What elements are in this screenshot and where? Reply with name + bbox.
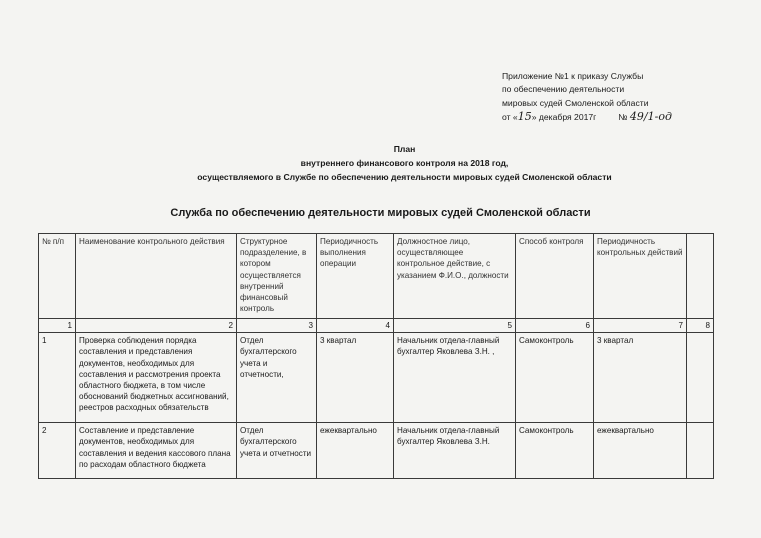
column-number: 2 bbox=[76, 319, 237, 333]
row-frequency: ежеквартально bbox=[317, 423, 394, 479]
header-frequency: Периодичность выполнения операции bbox=[317, 234, 394, 319]
header-action: Наименование контрольного действия bbox=[76, 234, 237, 319]
order-number-label: № bbox=[618, 112, 628, 123]
plan-title: План bbox=[393, 144, 416, 154]
header-official: Должностное лицо, осуществляющее контрольное действие, с указанием Ф.И.О., должности bbox=[394, 234, 516, 319]
column-number: 1 bbox=[39, 319, 76, 333]
row-method: Самоконтроль bbox=[516, 423, 594, 479]
plan-title-line-2: внутреннего финансового контроля на 2018 год, bbox=[300, 158, 509, 168]
row-extra bbox=[687, 423, 714, 479]
header-number: № п/п bbox=[39, 234, 76, 319]
row-action: Составление и представление документов, необходимых для составления и ведения кассового плана по расходам областного бюджета bbox=[76, 423, 237, 479]
plan-title-line-3: осуществляемого в Службе по обеспечению деятельности мировых судей Смоленской области bbox=[197, 172, 612, 182]
column-number: 5 bbox=[394, 319, 516, 333]
column-number-row bbox=[39, 319, 714, 333]
appendix-line-2: по обеспечению деятельности bbox=[502, 84, 625, 95]
row-extra bbox=[687, 333, 714, 423]
appendix-note bbox=[502, 70, 672, 125]
column-number: 6 bbox=[516, 319, 594, 333]
control-plan-table bbox=[38, 233, 714, 479]
appendix-date-line bbox=[502, 110, 672, 124]
table-row bbox=[39, 333, 714, 423]
column-number: 3 bbox=[237, 319, 317, 333]
header-extra bbox=[687, 234, 714, 319]
date-prefix: от « bbox=[502, 112, 518, 123]
row-number: 1 bbox=[39, 333, 76, 423]
header-method: Способ контроля bbox=[516, 234, 594, 319]
column-number: 7 bbox=[594, 319, 687, 333]
date-suffix: » декабря 2017г bbox=[531, 112, 597, 123]
row-action: Проверка соблюдения порядка составления и представления документов, необходимых для составления и рассмотрения проекта областного бюджета, в том числе обоснований бюджетных ассигнований, реестров расходных обязательств bbox=[76, 333, 237, 423]
table-row bbox=[39, 423, 714, 479]
row-control-frequency: ежеквартально bbox=[594, 423, 687, 479]
appendix-line-1: Приложение №1 к приказу Службы bbox=[502, 71, 644, 81]
date-day: 15 bbox=[517, 110, 532, 124]
row-number: 2 bbox=[39, 423, 76, 479]
order-number-value: 49/1-од bbox=[629, 110, 672, 124]
row-department: Отдел бухгалтерского учета и отчетности, bbox=[237, 333, 317, 423]
appendix-line-3: мировых судей Смоленской области bbox=[502, 97, 649, 108]
row-frequency: 3 квартал bbox=[317, 333, 394, 423]
table-header-row bbox=[39, 234, 714, 319]
header-department: Структурное подразделение, в котором осуществляется внутренний финансовый контроль bbox=[237, 234, 317, 319]
column-number: 8 bbox=[687, 319, 714, 333]
row-department: Отдел бухгалтерского учета и отчетности bbox=[237, 423, 317, 479]
column-number: 4 bbox=[317, 319, 394, 333]
row-official: Начальник отдела-главный бухгалтер Яковлева З.Н. , bbox=[394, 333, 516, 423]
organization-heading: Служба по обеспечению деятельности мировых судей Смоленской области bbox=[170, 207, 591, 219]
row-control-frequency: 3 квартал bbox=[594, 333, 687, 423]
row-official: Начальник отдела-главный бухгалтер Яковлева З.Н. bbox=[394, 423, 516, 479]
row-method: Самоконтроль bbox=[516, 333, 594, 423]
header-control-frequency: Периодичность контрольных действий bbox=[594, 234, 687, 319]
